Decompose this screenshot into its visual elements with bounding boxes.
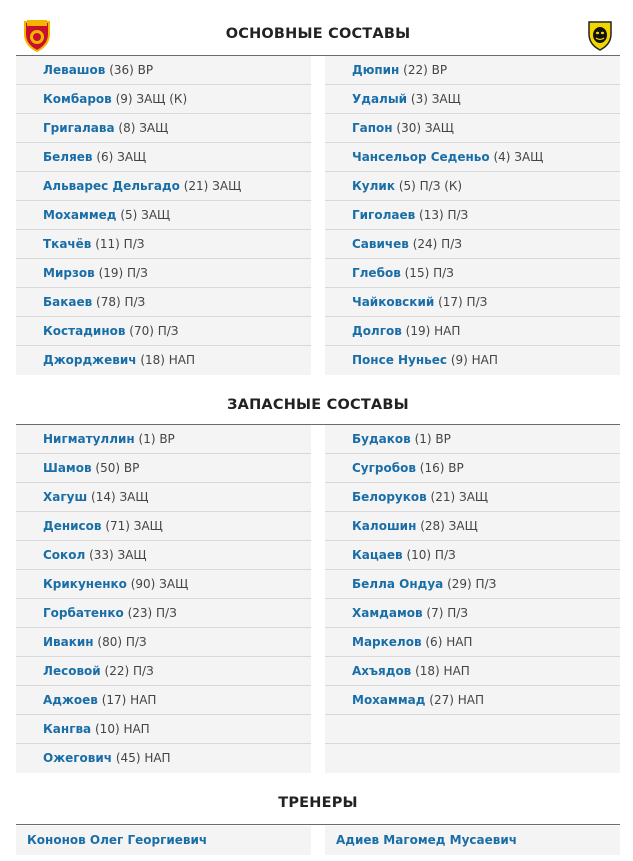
player-name-link[interactable]: Глебов	[352, 266, 401, 280]
player-name-link[interactable]: Ахъядов	[352, 664, 412, 678]
player-row	[16, 512, 311, 541]
player-info: (80) П/З	[97, 635, 147, 649]
player-name-link[interactable]: Сокол	[43, 548, 86, 562]
player-info: (14) ЗАЩ	[91, 490, 149, 504]
player-info: (78) П/З	[96, 295, 146, 309]
section-title-coaches: ТРЕНЕРЫ	[278, 795, 358, 811]
player-name-link[interactable]: Нигматуллин	[43, 432, 135, 446]
player-info: (5) П/З (К)	[398, 179, 463, 193]
player-info: (16) ВР	[419, 461, 464, 475]
player-name-link[interactable]: Ожегович	[43, 751, 113, 765]
player-row	[325, 143, 620, 172]
player-info: (9) НАП	[450, 353, 498, 367]
player-info: (24) П/З	[412, 237, 462, 251]
player-name-link[interactable]: Ивакин	[43, 635, 94, 649]
player-name-link[interactable]: Джорджевич	[43, 353, 137, 367]
player-name-link[interactable]: Долгов	[352, 324, 402, 338]
player-row	[16, 570, 311, 599]
player-row	[16, 143, 311, 172]
player-row	[16, 56, 311, 85]
player-info: (8) ЗАЩ	[118, 121, 169, 135]
player-info: (17) П/З	[438, 295, 488, 309]
player-info: (23) П/З	[127, 606, 177, 620]
player-info: (36) ВР	[109, 63, 154, 77]
player-name-link[interactable]: Бакаев	[43, 295, 93, 309]
player-name-link[interactable]: Дюпин	[352, 63, 400, 77]
player-info: (15) П/З	[404, 266, 454, 280]
player-row	[16, 317, 311, 346]
empty-row	[325, 715, 620, 744]
player-row	[325, 172, 620, 201]
player-row	[16, 346, 311, 375]
player-row	[325, 541, 620, 570]
player-info: (21) ЗАЩ	[430, 490, 489, 504]
away-coach-link[interactable]: Адиев Магомед Мусаевич	[325, 826, 620, 855]
player-row	[325, 230, 620, 259]
player-row	[325, 114, 620, 143]
player-row	[325, 454, 620, 483]
player-row	[16, 85, 311, 114]
player-row	[16, 715, 311, 744]
player-row	[325, 483, 620, 512]
player-info: (6) НАП	[425, 635, 473, 649]
player-name-link[interactable]: Будаков	[352, 432, 411, 446]
player-name-link[interactable]: Понсе Нуньес	[352, 353, 448, 367]
player-info: (1) ВР	[138, 432, 175, 446]
player-row	[325, 201, 620, 230]
player-name-link[interactable]: Савичев	[352, 237, 409, 251]
player-name-link[interactable]: Мирзов	[43, 266, 95, 280]
player-name-link[interactable]: Мохаммед	[43, 208, 117, 222]
player-name-link[interactable]: Гиголаев	[352, 208, 416, 222]
empty-row	[325, 744, 620, 773]
player-row	[16, 541, 311, 570]
player-info: (45) НАП	[115, 751, 171, 765]
player-row	[16, 230, 311, 259]
player-name-link[interactable]: Кацаев	[352, 548, 403, 562]
player-row	[16, 599, 311, 628]
player-info: (11) П/З	[95, 237, 145, 251]
player-info: (71) ЗАЩ	[105, 519, 163, 533]
subs-away-list	[325, 425, 620, 773]
player-name-link[interactable]: Удалый	[352, 92, 408, 106]
player-info: (3) ЗАЩ	[410, 92, 461, 106]
home-coach-link[interactable]: Кононов Олег Георгиевич	[16, 826, 311, 855]
player-info: (6) ЗАЩ	[96, 150, 147, 164]
player-name-link[interactable]: Крикуненко	[43, 577, 127, 591]
player-row	[325, 657, 620, 686]
player-name-link[interactable]: Шамов	[43, 461, 92, 475]
player-name-link[interactable]: Григалава	[43, 121, 115, 135]
player-name-link[interactable]: Хамдамов	[352, 606, 423, 620]
player-row	[16, 628, 311, 657]
player-name-link[interactable]: Беляев	[43, 150, 93, 164]
player-row	[325, 425, 620, 454]
player-name-link[interactable]: Комбаров	[43, 92, 112, 106]
player-name-link[interactable]: Калошин	[352, 519, 417, 533]
player-info: (7) П/З	[426, 606, 468, 620]
player-name-link[interactable]: Ткачёв	[43, 237, 92, 251]
player-info: (4) ЗАЩ	[493, 150, 544, 164]
player-row	[16, 657, 311, 686]
player-info: (13) П/З	[419, 208, 469, 222]
player-info: (90) ЗАЩ	[130, 577, 189, 591]
player-info: (21) ЗАЩ	[183, 179, 242, 193]
starting-home-list	[16, 56, 311, 375]
divider	[16, 824, 620, 825]
player-name-link[interactable]: Хагуш	[43, 490, 88, 504]
player-info: (17) НАП	[101, 693, 157, 707]
player-row	[16, 288, 311, 317]
player-row	[16, 483, 311, 512]
player-row	[325, 512, 620, 541]
player-name-link[interactable]: Белоруков	[352, 490, 427, 504]
player-name-link[interactable]: Костадинов	[43, 324, 126, 338]
player-name-link[interactable]: Левашов	[43, 63, 106, 77]
player-name-link[interactable]: Аджоев	[43, 693, 98, 707]
subs-home-list	[16, 425, 311, 773]
player-name-link[interactable]: Маркелов	[352, 635, 422, 649]
player-info: (33) ЗАЩ	[89, 548, 147, 562]
player-name-link[interactable]: Кангва	[43, 722, 92, 736]
section-title-subs: ЗАПАСНЫЕ СОСТАВЫ	[227, 397, 409, 413]
player-row	[325, 288, 620, 317]
player-name-link[interactable]: Сугробов	[352, 461, 416, 475]
player-name-link[interactable]: Чайковский	[352, 295, 435, 309]
player-info: (22) П/З	[104, 664, 154, 678]
player-row	[325, 259, 620, 288]
player-info: (29) П/З	[447, 577, 497, 591]
player-row	[16, 201, 311, 230]
player-row	[325, 346, 620, 375]
section-title-starting: ОСНОВНЫЕ СОСТАВЫ	[225, 26, 411, 42]
player-row	[16, 172, 311, 201]
player-row	[16, 454, 311, 483]
player-info: (9) ЗАЩ (К)	[115, 92, 188, 106]
player-name-link[interactable]: Чансельор Седеньо	[352, 150, 490, 164]
player-info: (70) П/З	[129, 324, 179, 338]
player-name-link[interactable]: Альварес Дельгадо	[43, 179, 180, 193]
player-row	[16, 686, 311, 715]
player-info: (1) ВР	[414, 432, 451, 446]
player-name-link[interactable]: Кулик	[352, 179, 395, 193]
player-info: (19) НАП	[405, 324, 461, 338]
player-info: (27) НАП	[429, 693, 484, 707]
player-info: (18) НАП	[140, 353, 196, 367]
player-info: (28) ЗАЩ	[420, 519, 478, 533]
player-row	[16, 114, 311, 143]
player-name-link[interactable]: Денисов	[43, 519, 102, 533]
starting-away-list	[325, 56, 620, 375]
player-row	[325, 628, 620, 657]
player-info: (5) ЗАЩ	[120, 208, 171, 222]
player-name-link[interactable]: Гапон	[352, 121, 393, 135]
player-info: (30) ЗАЩ	[396, 121, 454, 135]
player-row	[325, 317, 620, 346]
player-row	[325, 599, 620, 628]
player-name-link[interactable]: Лесовой	[43, 664, 101, 678]
player-info: (10) НАП	[95, 722, 150, 736]
player-row	[325, 686, 620, 715]
player-name-link[interactable]: Мохаммад	[352, 693, 426, 707]
player-row	[16, 425, 311, 454]
player-row	[325, 85, 620, 114]
player-name-link[interactable]: Горбатенко	[43, 606, 124, 620]
player-row	[16, 744, 311, 773]
player-row	[325, 570, 620, 599]
player-row	[16, 259, 311, 288]
player-info: (10) П/З	[406, 548, 456, 562]
player-info: (50) ВР	[95, 461, 140, 475]
player-info: (18) НАП	[415, 664, 470, 678]
player-info: (22) ВР	[403, 63, 448, 77]
player-row	[325, 56, 620, 85]
player-name-link[interactable]: Белла Ондуа	[352, 577, 444, 591]
player-info: (19) П/З	[98, 266, 148, 280]
